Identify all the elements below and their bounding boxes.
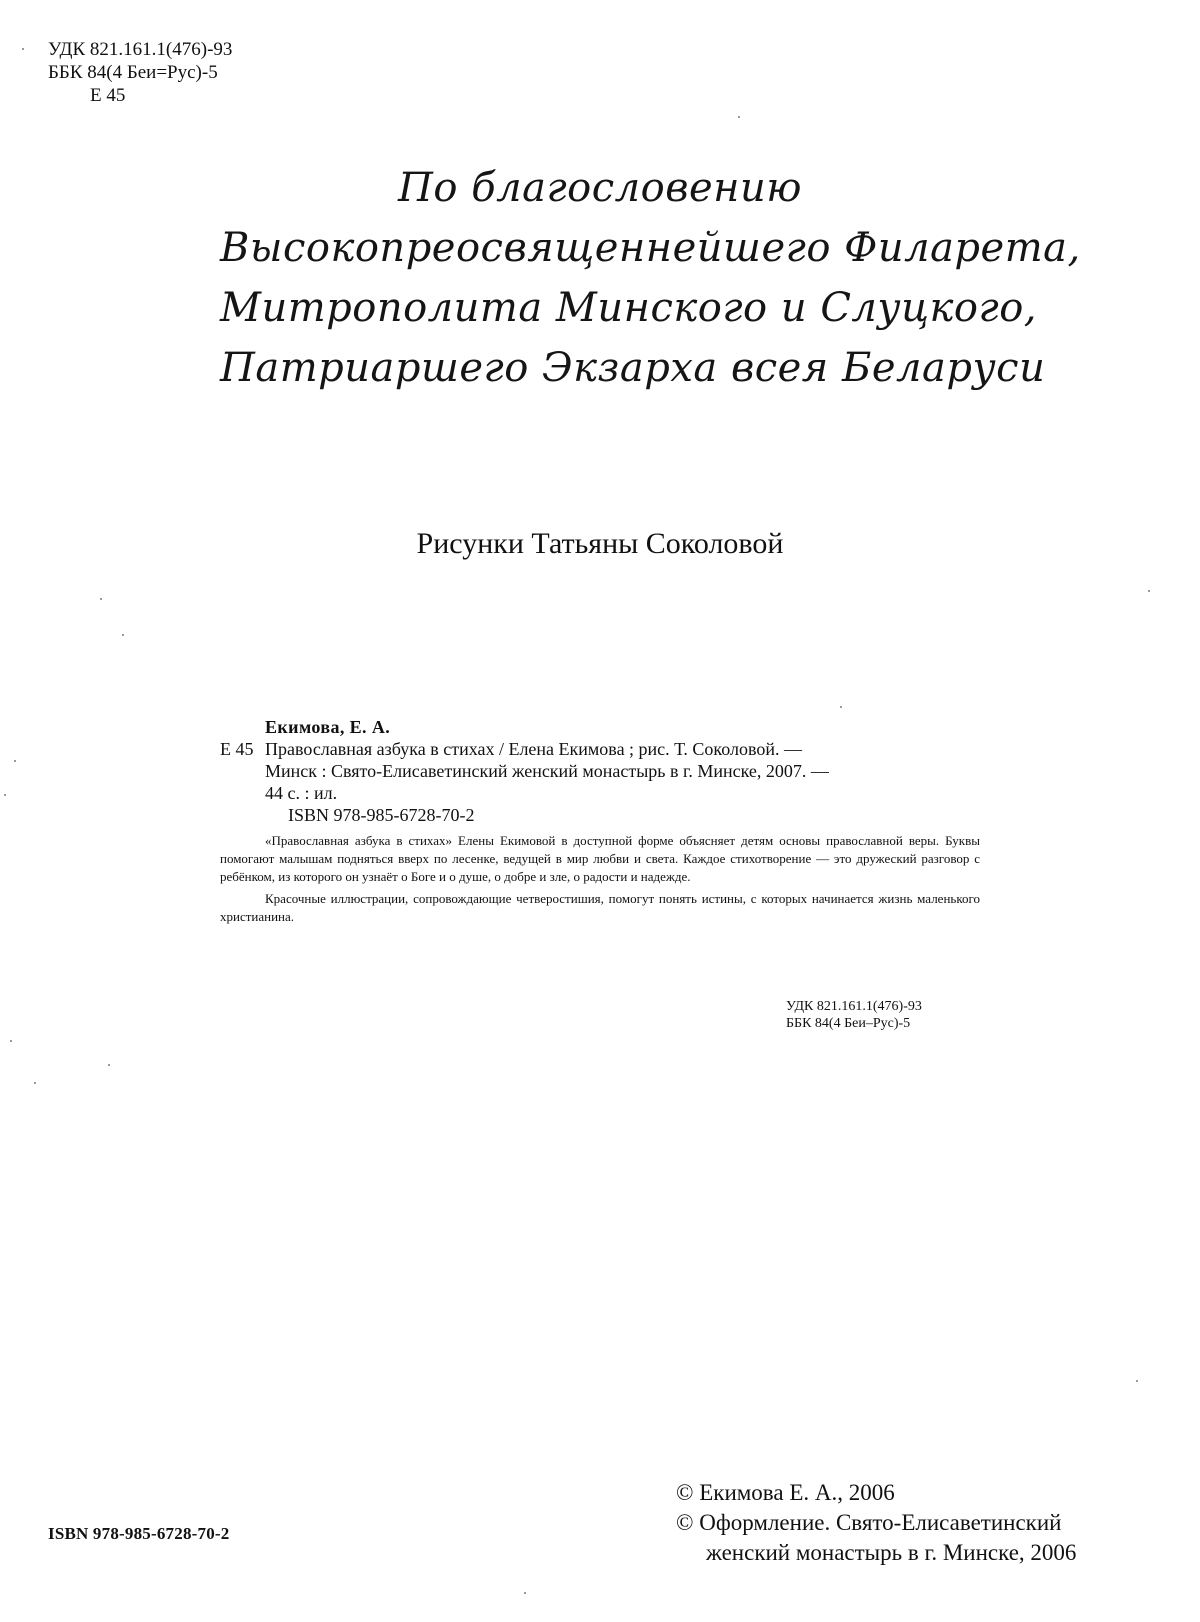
copyright-design-cont: женский монастырь в г. Минске, 2006 bbox=[706, 1540, 1077, 1565]
scan-speck bbox=[22, 48, 24, 50]
scan-speck bbox=[840, 706, 842, 708]
copyright-block bbox=[676, 1478, 1076, 1568]
copyright-author: © Екимова Е. А., 2006 bbox=[676, 1480, 895, 1505]
isbn-line: ISBN 978-985-6728-70-2 bbox=[288, 805, 475, 825]
scan-speck bbox=[738, 116, 740, 118]
blessing-line-1: По благословению bbox=[398, 165, 802, 211]
bbk-code-top: ББК 84(4 Беи=Рус)-5 bbox=[48, 62, 218, 83]
scan-speck bbox=[108, 1064, 110, 1066]
scan-speck bbox=[14, 760, 16, 762]
bibliographic-record bbox=[220, 716, 980, 926]
abstract-paragraph-1: «Православная азбука в стихах» Елены Екимовой в доступной форме объясняет детям основы православной веры. Буквы помогают малышам подняться вверх по лесенке, ведущей в мир любви и света. Каждое стихотворение — это дружеский разговор с ребёнком, из которого он узнаёт о Боге и о душе, о добре и зле, о радости и надежде. bbox=[220, 833, 980, 884]
isbn-footer: ISBN 978-985-6728-70-2 bbox=[48, 1524, 230, 1543]
udk-code-top: УДК 821.161.1(476)-93 bbox=[48, 39, 233, 60]
scan-speck bbox=[34, 1082, 36, 1084]
scan-speck bbox=[1148, 590, 1150, 592]
abstract-paragraph-2: Красочные иллюстрации, сопровождающие четверостишия, помогут понять истины, с которых начинается жизнь маленького христианина. bbox=[220, 891, 980, 924]
copyright-design: © Оформление. Свято-Елисаветинский bbox=[676, 1510, 1062, 1535]
scan-speck bbox=[10, 1040, 12, 1042]
scan-speck bbox=[100, 598, 102, 600]
bbk-code-bottom: ББК 84(4 Беи–Рус)-5 bbox=[786, 1016, 911, 1031]
scan-speck bbox=[122, 634, 124, 636]
title-statement bbox=[220, 738, 980, 760]
imprint-line: Минск : Свято-Елисаветинский женский монастырь в г. Минске, 2007. — bbox=[265, 761, 829, 781]
blessing-line-3: Митрополита Минского и Слуцкого, bbox=[220, 285, 1037, 331]
scan-speck bbox=[524, 1592, 526, 1594]
title-line: Православная азбука в стихах / Елена Екимова ; рис. Т. Соколовой. — bbox=[265, 739, 802, 759]
udk-code-bottom: УДК 821.161.1(476)-93 bbox=[786, 999, 922, 1014]
extent-line: 44 с. : ил. bbox=[265, 783, 338, 803]
blessing-line-4: Патриаршего Экзарха всея Беларуси bbox=[220, 345, 1046, 391]
classification-bottom bbox=[786, 998, 922, 1032]
author-mark: Е 45 bbox=[220, 739, 254, 759]
author-mark-top: Е 45 bbox=[90, 85, 126, 106]
blessing-inscription bbox=[220, 158, 1081, 398]
author-heading: Екимова, Е. А. bbox=[265, 717, 391, 737]
classification-top bbox=[48, 38, 232, 107]
blessing-line-2: Высокопреосвященнейшего Филарета, bbox=[220, 225, 1081, 271]
scan-speck bbox=[4, 794, 6, 796]
scan-speck bbox=[1136, 1380, 1138, 1382]
illustrator-credit: Рисунки Татьяны Соколовой bbox=[416, 527, 784, 560]
